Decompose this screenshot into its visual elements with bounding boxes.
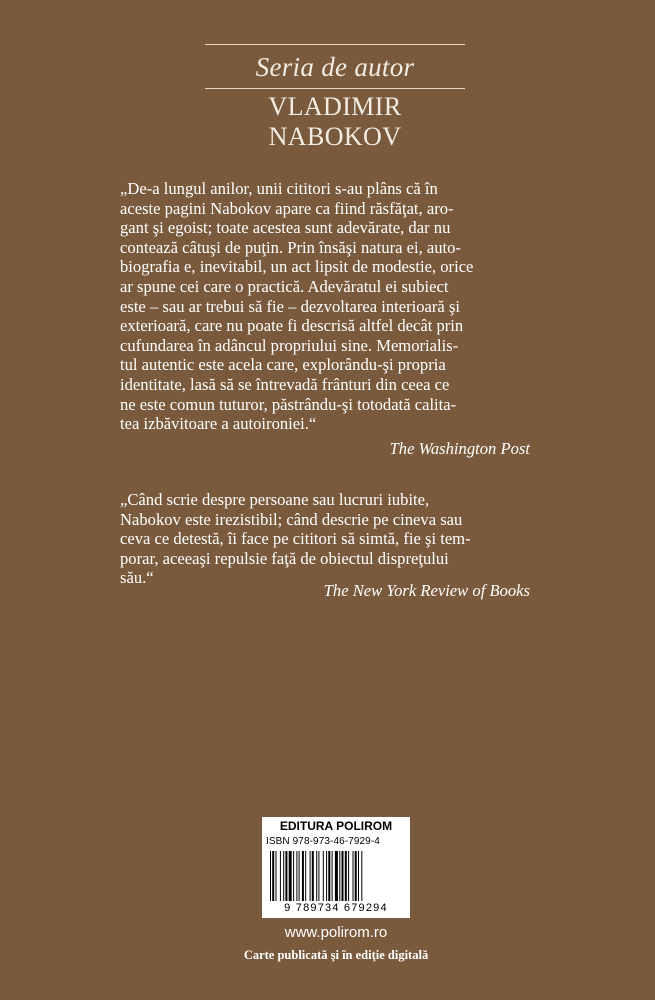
quote-line: cufundarea în adâncul propriului sine. Memorialis- bbox=[120, 335, 459, 355]
quote-line: ne este comun tuturor, păstrându-şi totodată calita- bbox=[120, 394, 457, 414]
publisher-barcode-box bbox=[262, 817, 410, 918]
barcode-digits: 9 789734 679294 bbox=[284, 902, 388, 914]
isbn-number: ISBN 978-973-46-7929-4 bbox=[266, 836, 380, 847]
digital-edition-note: Carte publicată şi în ediţie digitală bbox=[243, 948, 429, 962]
quote-line: tul autentic este acela care, explorându-şi propria bbox=[120, 355, 446, 375]
quote-line: „Când scrie despre persoane sau lucruri iubite, bbox=[120, 490, 430, 509]
quote-line: tea izbăvitoare a autoironiei.“ bbox=[120, 414, 317, 434]
series-title: Seria de autor bbox=[255, 52, 415, 82]
quote-line: „De-a lungul anilor, unii cititori s-au plâns că în bbox=[120, 179, 438, 198]
series-author: VLADIMIR NABOKOV bbox=[268, 92, 402, 151]
quote-line: ar spune cei care o practică. Adevăratul ei subiect bbox=[120, 276, 449, 296]
quote-line: Nabokov este irezistibil; când descrie pe cineva sau bbox=[120, 509, 463, 529]
quote-nyrb bbox=[120, 490, 530, 588]
quote-washington-post bbox=[120, 179, 530, 434]
quote-line: gant şi egoist; toate acestea sunt adevărate, dar nu bbox=[120, 218, 451, 238]
series-middle-rule bbox=[205, 88, 465, 89]
quote-line: aceste pagini Nabokov apare ca fiind răsfăţat, aro- bbox=[120, 198, 454, 218]
quote-line: identitate, lasă să se întrevadă frânturi din ceea ce bbox=[120, 374, 450, 394]
quote-line: ceva ce detestă, îi face pe cititori să simtă, fie şi tem- bbox=[120, 529, 471, 549]
quote-line: contează câtuşi de puţin. Prin însăşi natura ei, auto- bbox=[120, 237, 461, 257]
quote-source-washington-post: The Washington Post bbox=[389, 439, 530, 458]
series-top-rule bbox=[205, 44, 465, 45]
quote-line: său.“ bbox=[120, 568, 154, 588]
quote-line: este – sau ar trebui să fie – dezvoltarea interioară şi bbox=[120, 296, 461, 316]
quote-line: exterioară, care nu poate fi descrisă altfel decât prin bbox=[120, 316, 464, 336]
quote-line: biografia e, inevitabil, un act lipsit de modestie, orice bbox=[120, 257, 474, 277]
quote-line: porar, aceeaşi repulsie faţă de obiectul dispreţului bbox=[120, 548, 449, 568]
publisher-name: EDITURA POLIROM bbox=[279, 819, 393, 833]
quote-source-nyrb: The New York Review of Books bbox=[323, 581, 530, 600]
publisher-website: www.polirom.ro bbox=[284, 924, 388, 941]
barcode-icon bbox=[268, 851, 406, 901]
